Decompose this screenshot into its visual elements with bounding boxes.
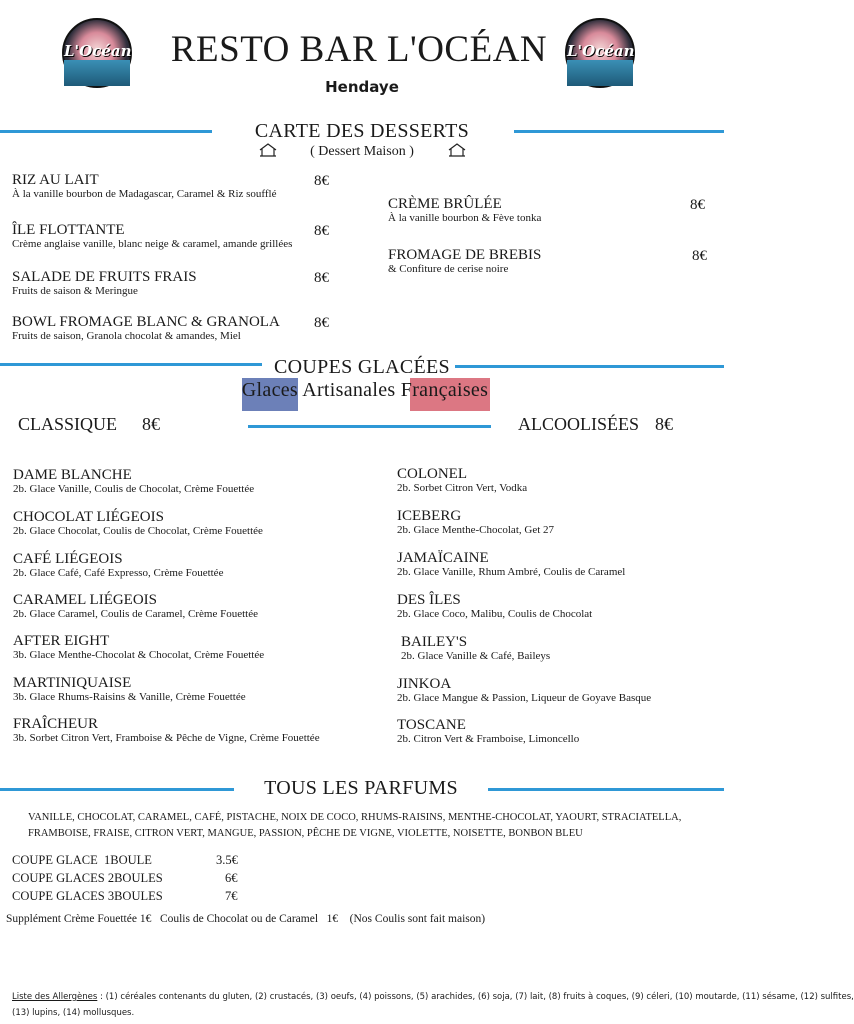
dessert-name: RIZ AU LAIT: [12, 172, 99, 188]
house-icon: [448, 143, 466, 157]
supplement-note: Supplément Crème Fouettée 1€ Coulis de Chocolat ou de Caramel 1€ (Nos Coulis sont fait maison): [6, 913, 486, 925]
parfums-list-line: FRAMBOISE, FRAISE, CITRON VERT, MANGUE, PASSION, PÊCHE DE VIGNE, VIOLETTE, NOISETTE, BONBON BLEU: [28, 828, 583, 839]
dessert-item: [12, 270, 197, 297]
city-name: Hendaye: [325, 78, 399, 96]
coupe-item: [397, 718, 579, 745]
coupe-item: [13, 552, 223, 579]
dessert-desc: Fruits de saison, Granola chocolat & amandes, Miel: [12, 330, 241, 342]
coupe-desc: 3b. Glace Rhums-Raisins & Vanille, Crème Fouettée: [13, 691, 246, 703]
coupe-desc: 3b. Glace Menthe-Chocolat & Chocolat, Crème Fouettée: [13, 649, 265, 661]
classique-label: CLASSIQUE: [18, 414, 118, 434]
coupe-name: BAILEY'S: [401, 634, 468, 650]
restaurant-title: RESTO BAR L'OCÉAN: [170, 29, 548, 70]
dessert-price: 8€: [314, 270, 329, 286]
dessert-price: 8€: [314, 315, 329, 331]
coupe-desc: 3b. Sorbet Citron Vert, Framboise & Pêche de Vigne, Crème Fouettée: [13, 732, 320, 744]
dessert-item: [12, 315, 280, 342]
coupe-desc: 2b. Glace Chocolat, Coulis de Chocolat, Crème Fouettée: [13, 525, 263, 537]
desserts-subtitle: ( Dessert Maison ): [310, 144, 414, 159]
coupe-item: [13, 717, 320, 744]
coupe-desc: 2b. Glace Vanille & Café, Baileys: [401, 650, 551, 662]
dessert-name: CRÈME BRÛLÉE: [388, 196, 502, 212]
dessert-price: 8€: [690, 197, 705, 213]
coupe-name: ICEBERG: [397, 508, 462, 524]
dessert-name: FROMAGE DE BREBIS: [388, 247, 542, 263]
allergens-text: (13) lupins, (14) mollusques.: [12, 1008, 135, 1018]
coupe-desc: 2b. Glace Coco, Malibu, Coulis de Chocolat: [397, 608, 593, 620]
coupe-item: [397, 509, 554, 536]
coupe-item: [13, 676, 246, 703]
classique-price: 8€: [142, 414, 160, 434]
dessert-item: [388, 248, 541, 275]
dessert-name: ÎLE FLOTTANTE: [12, 222, 125, 238]
coupe-name: JINKOA: [397, 676, 452, 692]
dessert-name: BOWL FROMAGE BLANC & GRANOLA: [12, 314, 280, 330]
dessert-price: 8€: [692, 248, 707, 264]
parfums-list-line: VANILLE, CHOCOLAT, CARAMEL, CAFÉ, PISTACHE, NOIX DE COCO, RHUMS-RAISINS, MENTHE-CHOCOLAT, YAOURT, STRACIATELLA,: [28, 812, 682, 823]
dessert-desc: Crème anglaise vanille, blanc neige & caramel, amande grillées: [12, 238, 293, 250]
allergens-text: : (1) céréales contenants du gluten, (2) crustacés, (3) oeufs, (4) poissons, (5) arachides, (6) soja, (7) lait, (8) fruits à coques, (9) céleri, (10) moutarde, (11) sésame, (12) sulfites,: [97, 992, 854, 1002]
coupe-item: [397, 677, 651, 704]
alcool-label: ALCOOLISÉES: [518, 414, 639, 434]
coupe-item: [397, 593, 592, 620]
coupe-desc: 2b. Glace Caramel, Coulis de Caramel, Crème Fouettée: [13, 608, 258, 620]
coupe-item: [13, 593, 258, 620]
coupe-name: DES ÎLES: [397, 592, 461, 608]
dessert-desc: Fruits de saison & Meringue: [12, 285, 138, 297]
coupe-name: CARAMEL LIÉGEOIS: [13, 592, 158, 608]
coupe-desc: 2b. Glace Vanille, Rhum Ambré, Coulis de Caramel: [397, 566, 626, 578]
coupe-item: [13, 634, 264, 661]
coupe-item: [13, 468, 254, 495]
tarif-label: COUPE GLACES 3BOULES: [12, 889, 163, 903]
dessert-desc: À la vanille bourbon & Fève tonka: [388, 212, 542, 224]
allergens-block: [12, 989, 854, 1021]
logo-text: L'Océan: [64, 42, 132, 60]
dessert-desc: À la vanille bourbon de Madagascar, Caramel & Riz soufflé: [12, 188, 277, 200]
coupe-name: TOSCANE: [397, 717, 466, 733]
tarif-price: 7€: [225, 889, 238, 903]
coupe-desc: 2b. Glace Mangue & Passion, Liqueur de Goyave Basque: [397, 692, 652, 704]
tarif-label: COUPE GLACE 1BOULE: [12, 853, 152, 867]
coupe-name: JAMAÏCAINE: [397, 550, 489, 566]
coupe-name: AFTER EIGHT: [13, 633, 110, 649]
coupe-name: DAME BLANCHE: [13, 467, 132, 483]
logo-text: L'Océan: [567, 42, 635, 60]
coupe-desc: 2b. Citron Vert & Framboise, Limoncello: [397, 733, 580, 745]
dessert-price: 8€: [314, 173, 329, 189]
dessert-name: SALADE DE FRUITS FRAIS: [12, 269, 197, 285]
dessert-item: [12, 173, 277, 200]
coupe-item: [397, 467, 527, 494]
tarif-price: 6€: [225, 871, 238, 885]
coupe-desc: 2b. Glace Menthe-Chocolat, Get 27: [397, 524, 555, 536]
dessert-desc: & Confiture de cerise noire: [388, 263, 509, 275]
coupes-subtitle: Glaces Artisanales Françaises: [241, 379, 489, 401]
coupe-desc: 2b. Glace Café, Café Expresso, Crème Fouettée: [13, 567, 224, 579]
coupe-item: [397, 551, 625, 578]
coupe-name: MARTINIQUAISE: [13, 675, 132, 691]
coupe-name: FRAÎCHEUR: [13, 716, 99, 732]
coupe-name: CAFÉ LIÉGEOIS: [13, 551, 123, 567]
coupe-desc: 2b. Glace Vanille, Coulis de Chocolat, Crème Fouettée: [13, 483, 255, 495]
coupe-item: [401, 635, 550, 662]
coupe-desc: 2b. Sorbet Citron Vert, Vodka: [397, 482, 528, 494]
parfums-title: TOUS LES PARFUMS: [264, 777, 458, 799]
dessert-item: [12, 223, 292, 250]
tarif-price: 3.5€: [216, 853, 238, 867]
desserts-title: CARTE DES DESSERTS: [254, 120, 470, 142]
alcool-price: 8€: [655, 414, 673, 434]
dessert-item: [388, 197, 541, 224]
coupe-name: CHOCOLAT LIÉGEOIS: [13, 509, 164, 525]
coupe-name: COLONEL: [397, 466, 467, 482]
tarif-label: COUPE GLACES 2BOULES: [12, 871, 163, 885]
dessert-price: 8€: [314, 223, 329, 239]
coupes-title: COUPES GLACÉES: [274, 356, 450, 378]
coupe-item: [13, 510, 263, 537]
divider-center: [248, 425, 491, 428]
allergens-label: Liste des Allergènes: [12, 992, 98, 1002]
